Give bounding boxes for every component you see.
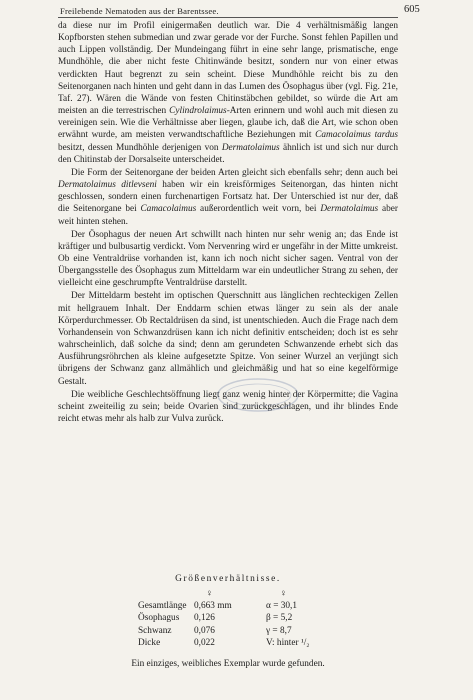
measure-value: 0,126 [194,613,215,624]
measure-label: Schwanz [138,625,172,636]
taxon-name: Cylindrolaimus [169,106,227,117]
taxon-name: Camacolaimus [140,204,197,215]
paragraph-1: da diese nur im Profil einigermaßen deutlich war. Die 4 verhältnismäßig langen Kopfborsten stehen submedian und zwar gerade vor der Furche. Sonst fehlen Papillen und auch Lippen vollständig. Der Mundeingang führt in eine sehr lange, prismatische, enge Mundhöhle, die aber nicht feste Chitinwände besitzt, sondern nur von einer etwas verdickten Haut begrenzt zu sein scheint. Diese Mundhöhle reicht bis zu den Seitenorganen nach hinten und geht dann in das Lumen des Ösophagus über (vgl. Fig. 21e, Taf. 27). Wären die Wände von festen Chitinstäbchen gebildet, so würde die Art am meisten an die terrestrischen Cylindrolaimus-Arten erinnern und wohl auch mit diesen zu vereinigen sein. Wie die Verhältnisse aber liegen, glaube ich, daß die Art, wie schon oben erwähnt wurde, am meisten verwandtschaftliche Beziehungen mit Camacolaimus tardus besitzt, dessen Mundhöhle derjenigen von Dermatolaimus ähnlich ist und sich nur durch den Chitinstab der Dorsalseite unterscheidet. [58,21,398,165]
measure-label: Dicke [138,637,161,648]
body-text [58,20,398,425]
paragraph-3: Der Ösophagus der neuen Art schwillt nach hinten nur sehr wenig an; das Ende ist kräftiger und bulbusartig verdickt. Vom Nervenring wird er ungefähr in der Mitte umkreist. Ob eine Ventraldrüse vorhanden ist, kann ich noch nicht sicher sagen. Ventral von der Übergangsstelle des Ösophagus zum Mitteldarm war ein undeutlicher Strang zu sehen, der vielleicht eine geschrumpfte Ventraldrüse darstellt. [58,229,398,289]
measure-ratio: γ = 8,7 [266,625,292,636]
paragraph-5: Die weibliche Geschlechtsöffnung liegt ganz wenig hinter der Körpermitte; die Vagina scheint zweiteilig zu sein; beide Ovarien sind zurückgeschlagen, und ihr blindes Ende reicht etwas mehr als halb zur Vulva zurück. [58,389,398,424]
measure-ratio: β = 5,2 [266,613,293,624]
taxon-name: Camacolaimus tardus [315,130,398,141]
measure-label: Ösophagus [138,613,180,624]
paragraph-2: Die Form der Seitenorgane der beiden Arten gleicht sich ebenfalls sehr; denn auch bei Dermatolaimus ditlevseni haben wir ein kreisförmiges Seitenorgan, das hinten nicht geschlossen, sondern einen furchenartigen Fortsatz hat. Der Unterschied ist nur der, daß die Seitenorgane bei Camacolaimus außerordentlich weit vorn, bei Dermatolaimus aber weit hinten stehen. [58,167,398,227]
header-rule [58,17,398,18]
table-row [138,601,360,613]
table-header-row [138,589,360,601]
page-number: 605 [404,4,420,15]
female-symbol: ♀ [206,589,213,599]
taxon-name: Dermatolaimus [221,142,280,153]
measure-value: 0,076 [194,625,215,636]
paragraph-4: Der Mitteldarm besteht im optischen Querschnitt aus länglichen rechteckigen Zellen mit hellgrauem Inhalt. Der Enddarm schien etwas länger zu sein als der anale Körperdurchmesser. Ob Rectaldrüsen da sind, ist unentschieden. Auch die Frage nach dem Vorhandensein von Schwanzdrüsen kann ich nicht definitiv entscheiden; doch ist es sehr wahrscheinlich, daß solche da sind; denn am gerundeten Schwanzende erhebt sich das Ausführungsröhrchen als kleine aufgesetzte Spitze. Von seiner Wurzel an verjüngt sich übrigens der Schwanz ganz allmählich und gleichmäßig und hat so eine kegelförmige Gestalt. [58,291,398,387]
size-table-title: Größenverhältnisse. [175,574,281,584]
table-row [138,638,360,650]
measure-value: 0,022 [194,637,215,648]
measure-ratio: α = 30,1 [266,601,298,612]
measure-label: Gesamtlänge [138,601,187,612]
female-symbol: ♀ [280,589,287,599]
measure-value: 0,663 mm [194,601,232,612]
specimen-note: Ein einziges, weibliches Exemplar wurde gefunden. [131,659,325,669]
table-row [138,613,360,625]
running-header: Freilebende Nematoden aus der Barentssee. [60,6,219,16]
size-ratio-table [138,589,360,650]
taxon-name: Dermatolaimus [320,204,379,215]
measure-ratio: V: hinter ¹/₂ [266,637,310,648]
table-row [138,626,360,638]
taxon-name: Dermatolaimus ditlevseni [58,180,157,191]
